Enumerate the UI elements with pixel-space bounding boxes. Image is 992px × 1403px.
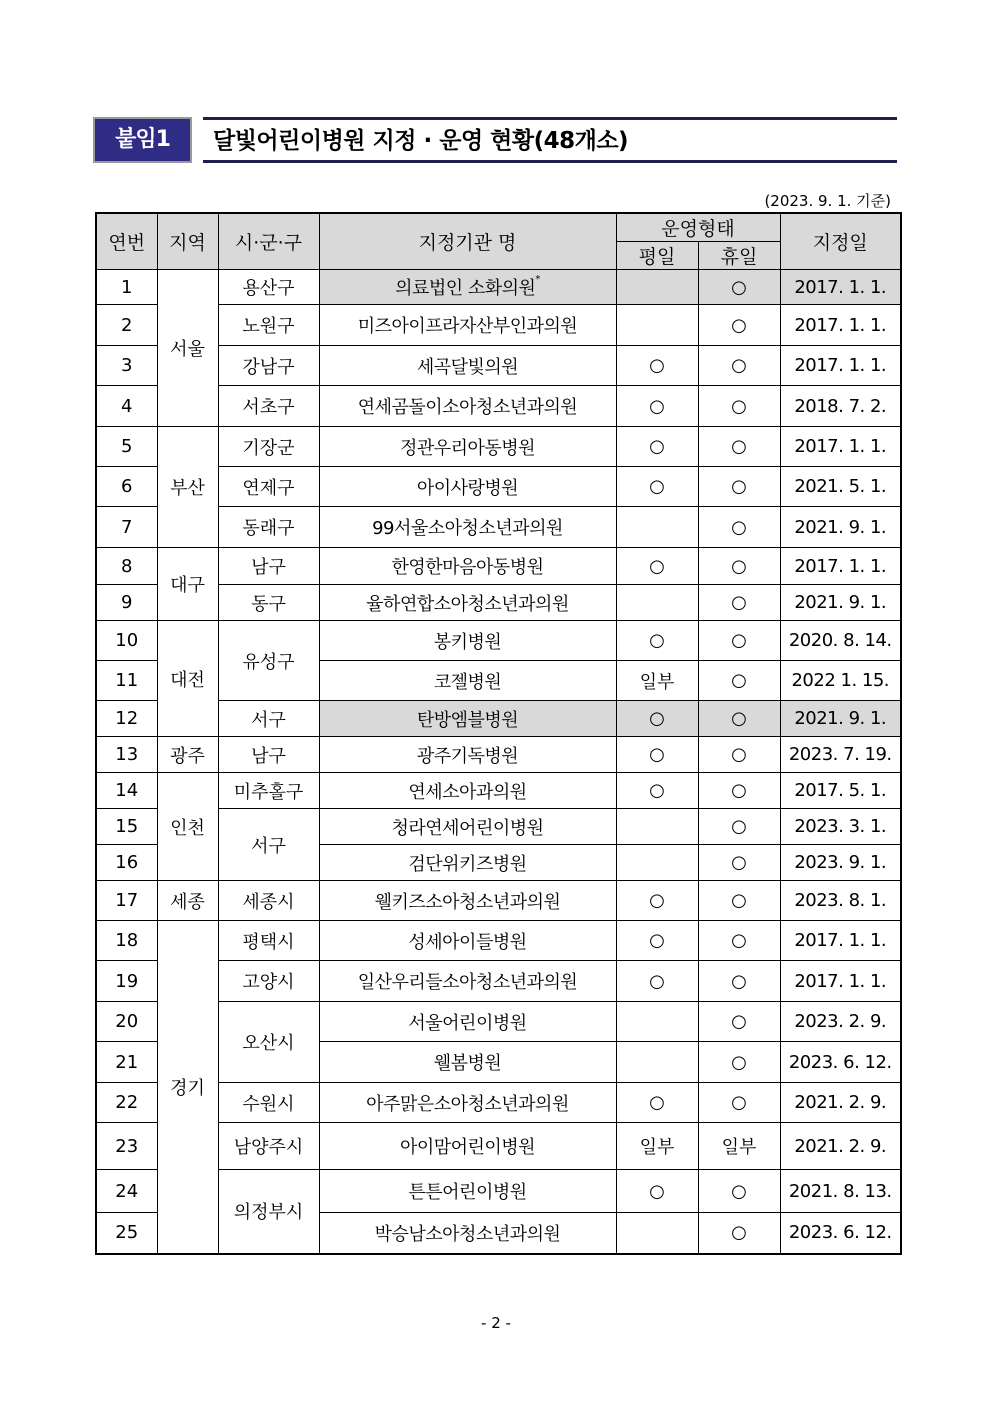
cell-date: 2020. 8. 14. (780, 621, 901, 661)
institution-name: 아이사랑병원 (416, 477, 519, 499)
institution-name: 정관우리아동병원 (399, 437, 536, 459)
cell-region: 광주 (157, 737, 218, 773)
cell-institution (319, 621, 616, 661)
institution-name: 코젤병원 (433, 671, 502, 693)
cell-weekday: ○ (616, 881, 698, 921)
institution-name: 세곡달빛의원 (416, 356, 519, 378)
cell-no: 13 (96, 737, 157, 773)
cell-institution (319, 961, 616, 1002)
cell-weekday: ○ (616, 346, 698, 386)
basis-date: (2023. 9. 1. 기준) (764, 192, 891, 210)
cell-district: 미추홀구 (218, 773, 319, 809)
cell-district: 노원구 (218, 305, 319, 346)
cell-holiday: ○ (698, 661, 780, 701)
cell-district: 남구 (218, 548, 319, 585)
institution-name: 박승남소아청소년과의원 (374, 1223, 561, 1245)
cell-weekday: ○ (616, 1083, 698, 1123)
col-header-weekday: 평일 (616, 242, 698, 270)
cell-institution (319, 346, 616, 386)
cell-holiday: ○ (698, 346, 780, 386)
institution-name: 아주맑은소아청소년과의원 (366, 1093, 569, 1115)
table-row (96, 270, 901, 305)
cell-institution (319, 1213, 616, 1254)
cell-institution (319, 701, 616, 737)
col-header-region: 지역 (157, 213, 218, 270)
cell-district: 서구 (218, 809, 319, 881)
cell-date: 2021. 9. 1. (780, 701, 901, 737)
cell-date: 2021. 9. 1. (780, 585, 901, 621)
cell-district: 용산구 (218, 270, 319, 305)
cell-institution (319, 1123, 616, 1170)
table-row (96, 737, 901, 773)
cell-institution (319, 270, 616, 305)
cell-holiday: ○ (698, 467, 780, 507)
cell-no: 14 (96, 773, 157, 809)
cell-weekday (616, 585, 698, 621)
cell-weekday (616, 809, 698, 845)
cell-no: 7 (96, 507, 157, 548)
cell-institution (319, 845, 616, 881)
cell-date: 2023. 7. 19. (780, 737, 901, 773)
cell-no: 20 (96, 1002, 157, 1042)
cell-district: 남구 (218, 737, 319, 773)
footnote-marker: * (535, 274, 540, 285)
cell-weekday: ○ (616, 773, 698, 809)
institution-name: 미즈아이프라자산부인과의원 (357, 316, 578, 337)
cell-no: 16 (96, 845, 157, 881)
cell-institution (319, 1083, 616, 1123)
cell-weekday: 일부 (616, 661, 698, 701)
cell-no: 15 (96, 809, 157, 845)
cell-weekday: ○ (616, 961, 698, 1002)
institution-name: 의료법인 소화의원 (395, 278, 536, 299)
cell-no: 9 (96, 585, 157, 621)
institution-name: 봉키병원 (433, 631, 502, 653)
cell-district: 강남구 (218, 346, 319, 386)
cell-no: 5 (96, 427, 157, 467)
cell-holiday: ○ (698, 921, 780, 961)
cell-weekday: ○ (616, 386, 698, 427)
institution-name: 튼튼어린이병원 (408, 1182, 527, 1203)
cell-weekday: ○ (616, 621, 698, 661)
cell-date: 2023. 6. 12. (780, 1042, 901, 1083)
cell-weekday (616, 1002, 698, 1042)
cell-holiday: ○ (698, 621, 780, 661)
cell-no: 1 (96, 270, 157, 305)
institution-name: 연세곰돌이소아청소년과의원 (357, 397, 578, 418)
institution-name: 웰봄병원 (433, 1053, 502, 1074)
col-header-institution: 지정기관 명 (319, 213, 616, 270)
cell-weekday (616, 845, 698, 881)
cell-district: 기장군 (218, 427, 319, 467)
cell-holiday: ○ (698, 270, 780, 305)
table-row (96, 773, 901, 809)
institution-name: 성세아이들병원 (408, 931, 527, 953)
cell-region: 부산 (157, 427, 218, 548)
col-header-no: 연번 (96, 213, 157, 270)
institution-name: 탄방엠블병원 (416, 709, 519, 731)
institution-name: 99서울소아청소년과의원 (372, 518, 563, 539)
cell-holiday: ○ (698, 548, 780, 585)
institution-name: 검단위키즈병원 (408, 853, 527, 875)
cell-no: 3 (96, 346, 157, 386)
cell-region: 경기 (157, 921, 218, 1254)
designation-table (95, 212, 902, 1255)
col-header-date: 지정일 (780, 213, 901, 270)
cell-weekday (616, 1042, 698, 1083)
cell-no: 19 (96, 961, 157, 1002)
institution-name: 서울어린이병원 (408, 1012, 527, 1034)
cell-district: 동래구 (218, 507, 319, 548)
cell-district: 고양시 (218, 961, 319, 1002)
cell-date: 2023. 3. 1. (780, 809, 901, 845)
institution-name: 웰키즈소아청소년과의원 (374, 891, 561, 913)
cell-holiday: ○ (698, 809, 780, 845)
cell-district: 서구 (218, 701, 319, 737)
cell-district: 평택시 (218, 921, 319, 961)
cell-holiday: ○ (698, 1002, 780, 1042)
cell-date: 2021. 5. 1. (780, 467, 901, 507)
institution-name: 일산우리들소아청소년과의원 (357, 972, 578, 993)
cell-date: 2023. 6. 12. (780, 1213, 901, 1254)
cell-weekday: ○ (616, 1170, 698, 1213)
institution-name: 율하연합소아청소년과의원 (366, 593, 569, 615)
cell-institution (319, 585, 616, 621)
cell-no: 6 (96, 467, 157, 507)
cell-weekday: ○ (616, 921, 698, 961)
cell-institution (319, 1042, 616, 1083)
cell-date: 2017. 1. 1. (780, 921, 901, 961)
cell-date: 2017. 1. 1. (780, 270, 901, 305)
cell-date: 2017. 1. 1. (780, 427, 901, 467)
cell-holiday: ○ (698, 1213, 780, 1254)
cell-date: 2023. 2. 9. (780, 1002, 901, 1042)
cell-holiday: ○ (698, 427, 780, 467)
cell-institution (319, 661, 616, 701)
cell-weekday: ○ (616, 548, 698, 585)
cell-date: 2021. 2. 9. (780, 1083, 901, 1123)
cell-district: 유성구 (218, 621, 319, 701)
cell-district: 연제구 (218, 467, 319, 507)
cell-district: 서초구 (218, 386, 319, 427)
cell-district: 세종시 (218, 881, 319, 921)
cell-date: 2023. 8. 1. (780, 881, 901, 921)
cell-no: 11 (96, 661, 157, 701)
cell-institution (319, 427, 616, 467)
cell-date: 2018. 7. 2. (780, 386, 901, 427)
col-header-district: 시·군·구 (218, 213, 319, 270)
cell-no: 2 (96, 305, 157, 346)
institution-name: 광주기독병원 (416, 745, 519, 767)
cell-date: 2017. 1. 1. (780, 346, 901, 386)
cell-weekday (616, 507, 698, 548)
cell-holiday: ○ (698, 773, 780, 809)
cell-institution (319, 548, 616, 585)
cell-no: 23 (96, 1123, 157, 1170)
cell-holiday: ○ (698, 1170, 780, 1213)
cell-institution (319, 881, 616, 921)
institution-name: 한영한마음아동병원 (391, 557, 544, 578)
cell-date: 2021. 2. 9. (780, 1123, 901, 1170)
cell-region: 서울 (157, 270, 218, 427)
cell-region: 대전 (157, 621, 218, 737)
cell-district: 의정부시 (218, 1170, 319, 1254)
cell-no: 22 (96, 1083, 157, 1123)
page-title: 달빛어린이병원 지정 · 운영 현황(48개소) (213, 128, 629, 154)
cell-date: 2017. 1. 1. (780, 305, 901, 346)
cell-no: 4 (96, 386, 157, 427)
cell-weekday: ○ (616, 737, 698, 773)
cell-holiday: ○ (698, 1042, 780, 1083)
cell-holiday: ○ (698, 961, 780, 1002)
attachment-badge: 붙임1 (93, 117, 192, 163)
table-body (96, 270, 901, 1254)
cell-institution (319, 507, 616, 548)
cell-region: 세종 (157, 881, 218, 921)
cell-weekday (616, 270, 698, 305)
cell-district: 수원시 (218, 1083, 319, 1123)
cell-no: 18 (96, 921, 157, 961)
table-row (96, 548, 901, 585)
cell-weekday: ○ (616, 427, 698, 467)
cell-institution (319, 386, 616, 427)
cell-date: 2023. 9. 1. (780, 845, 901, 881)
cell-district: 오산시 (218, 1002, 319, 1083)
cell-no: 25 (96, 1213, 157, 1254)
cell-no: 10 (96, 621, 157, 661)
cell-district: 동구 (218, 585, 319, 621)
cell-weekday: ○ (616, 467, 698, 507)
cell-region: 대구 (157, 548, 218, 621)
cell-institution (319, 305, 616, 346)
cell-weekday (616, 1213, 698, 1254)
cell-weekday (616, 305, 698, 346)
cell-holiday: ○ (698, 507, 780, 548)
cell-weekday: 일부 (616, 1123, 698, 1170)
institution-name: 청라연세어린이병원 (391, 817, 544, 839)
cell-institution (319, 809, 616, 845)
cell-holiday: ○ (698, 845, 780, 881)
cell-date: 2017. 5. 1. (780, 773, 901, 809)
institution-name: 연세소아과의원 (408, 781, 527, 803)
table-row (96, 921, 901, 961)
cell-no: 12 (96, 701, 157, 737)
cell-date: 2021. 9. 1. (780, 507, 901, 548)
cell-institution (319, 1002, 616, 1042)
cell-holiday: ○ (698, 701, 780, 737)
col-header-operation: 운영형태 (616, 213, 780, 242)
table-row (96, 881, 901, 921)
table-row (96, 621, 901, 661)
title-top-rule (203, 117, 897, 120)
title-bottom-rule (203, 160, 897, 163)
cell-holiday: ○ (698, 1083, 780, 1123)
cell-no: 21 (96, 1042, 157, 1083)
cell-date: 2022 1. 15. (780, 661, 901, 701)
cell-weekday: ○ (616, 701, 698, 737)
cell-region: 인천 (157, 773, 218, 881)
cell-date: 2017. 1. 1. (780, 548, 901, 585)
cell-institution (319, 737, 616, 773)
cell-no: 8 (96, 548, 157, 585)
cell-no: 17 (96, 881, 157, 921)
cell-holiday: ○ (698, 881, 780, 921)
cell-no: 24 (96, 1170, 157, 1213)
cell-holiday: 일부 (698, 1123, 780, 1170)
institution-name: 아이맘어린이병원 (399, 1137, 536, 1158)
cell-district: 남양주시 (218, 1123, 319, 1170)
cell-date: 2017. 1. 1. (780, 961, 901, 1002)
cell-holiday: ○ (698, 585, 780, 621)
page-number: - 2 - (481, 1314, 511, 1332)
cell-holiday: ○ (698, 737, 780, 773)
col-header-holiday: 휴일 (698, 242, 780, 270)
cell-date: 2021. 8. 13. (780, 1170, 901, 1213)
cell-institution (319, 467, 616, 507)
cell-holiday: ○ (698, 305, 780, 346)
cell-institution (319, 1170, 616, 1213)
table-row (96, 427, 901, 467)
cell-holiday: ○ (698, 386, 780, 427)
cell-institution (319, 773, 616, 809)
cell-institution (319, 921, 616, 961)
